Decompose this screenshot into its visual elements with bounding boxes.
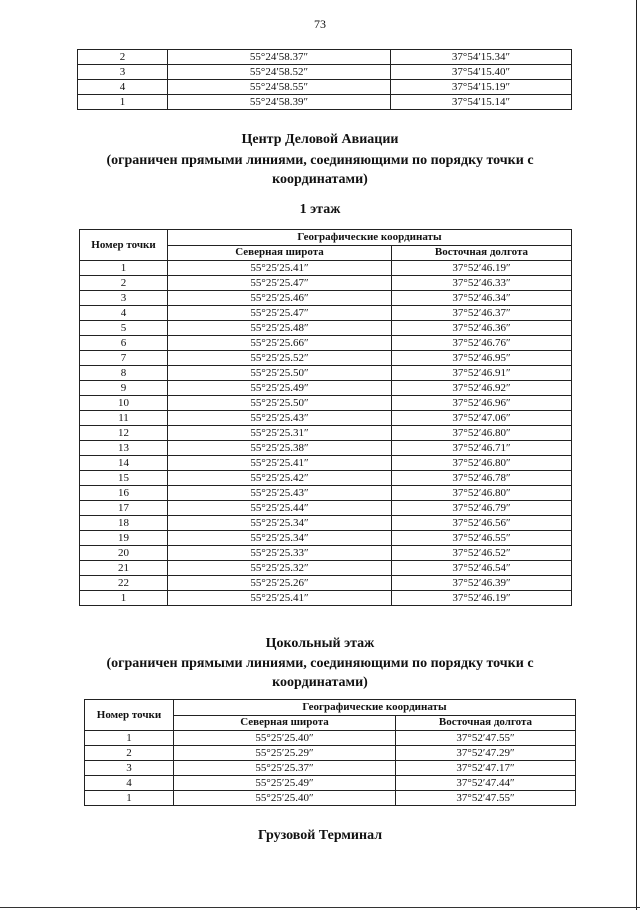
latitude-cell: 55°25′25.33″	[168, 546, 392, 561]
longitude-cell: 37°52′46.91″	[392, 366, 572, 381]
basement-header-geo-coordinates: Географические координаты	[174, 700, 576, 716]
table-row	[80, 591, 572, 606]
point-number-cell: 4	[80, 306, 168, 321]
table-row	[78, 80, 572, 95]
point-number-cell: 18	[80, 516, 168, 531]
latitude-cell: 55°24′58.55″	[168, 80, 391, 95]
table-row	[80, 456, 572, 471]
scan-edge-bottom	[0, 907, 640, 908]
point-number-cell: 10	[80, 396, 168, 411]
longitude-cell: 37°52′46.71″	[392, 441, 572, 456]
latitude-cell: 55°25′25.44″	[168, 501, 392, 516]
basement-table-body	[85, 731, 576, 806]
point-number-cell: 3	[78, 65, 168, 80]
floor-heading: 1 этаж	[299, 202, 341, 217]
basement-header-east-longitude: Восточная долгота	[396, 715, 576, 731]
table-row	[80, 291, 572, 306]
point-number-cell: 7	[80, 351, 168, 366]
table-row	[85, 746, 576, 761]
longitude-cell: 37°52′47.55″	[396, 791, 576, 806]
longitude-cell: 37°52′46.19″	[392, 591, 572, 606]
latitude-cell: 55°25′25.38″	[168, 441, 392, 456]
longitude-cell: 37°52′46.96″	[392, 396, 572, 411]
section-title-basement: Цокольный этаж	[265, 636, 375, 651]
point-number-cell: 17	[80, 501, 168, 516]
longitude-cell: 37°52′46.56″	[392, 516, 572, 531]
top-table-body	[78, 50, 572, 110]
point-number-cell: 2	[80, 276, 168, 291]
latitude-cell: 55°24′58.52″	[168, 65, 391, 80]
longitude-cell: 37°54′15.19″	[391, 80, 572, 95]
latitude-cell: 55°25′25.52″	[168, 351, 392, 366]
point-number-cell: 4	[78, 80, 168, 95]
latitude-cell: 55°25′25.40″	[174, 731, 396, 746]
latitude-cell: 55°25′25.66″	[168, 336, 392, 351]
table-row	[78, 95, 572, 110]
table-row	[80, 276, 572, 291]
latitude-cell: 55°25′25.50″	[168, 366, 392, 381]
section-title-business-aviation: Центр Деловой Авиации	[241, 132, 399, 147]
latitude-cell: 55°25′25.29″	[174, 746, 396, 761]
point-number-cell: 22	[80, 576, 168, 591]
point-number-cell: 1	[85, 731, 174, 746]
header-point-number: Номер точки	[80, 230, 168, 261]
point-number-cell: 11	[80, 411, 168, 426]
table-row	[80, 561, 572, 576]
longitude-cell: 37°54′15.40″	[391, 65, 572, 80]
longitude-cell: 37°52′46.19″	[392, 261, 572, 276]
longitude-cell: 37°52′46.95″	[392, 351, 572, 366]
section-subtitle-line1: (ограничен прямыми линиями, соединяющими по порядку точки с	[106, 153, 534, 168]
floor1-table-body	[80, 261, 572, 606]
longitude-cell: 37°52′47.55″	[396, 731, 576, 746]
point-number-cell: 12	[80, 426, 168, 441]
table-row	[80, 411, 572, 426]
table-row	[80, 576, 572, 591]
point-number-cell: 15	[80, 471, 168, 486]
latitude-cell: 55°25′25.50″	[168, 396, 392, 411]
longitude-cell: 37°52′47.44″	[396, 776, 576, 791]
header-north-latitude: Северная широта	[168, 245, 392, 261]
point-number-cell: 19	[80, 531, 168, 546]
point-number-cell: 2	[78, 50, 168, 65]
table-row	[78, 65, 572, 80]
point-number-cell: 16	[80, 486, 168, 501]
table-row	[80, 426, 572, 441]
table-row	[80, 396, 572, 411]
table-row	[80, 516, 572, 531]
table-row	[80, 351, 572, 366]
point-number-cell: 6	[80, 336, 168, 351]
table-row	[80, 261, 572, 276]
basement-subtitle-line2: координатами)	[272, 675, 368, 690]
point-number-cell: 2	[85, 746, 174, 761]
longitude-cell: 37°52′46.36″	[392, 321, 572, 336]
point-number-cell: 1	[85, 791, 174, 806]
latitude-cell: 55°25′25.46″	[168, 291, 392, 306]
table-row	[80, 366, 572, 381]
basement-subtitle-line1: (ограничен прямыми линиями, соединяющими по порядку точки с	[106, 656, 534, 671]
longitude-cell: 37°52′46.78″	[392, 471, 572, 486]
table-row	[80, 381, 572, 396]
latitude-cell: 55°24′58.39″	[168, 95, 391, 110]
table-row	[80, 336, 572, 351]
point-number-cell: 13	[80, 441, 168, 456]
point-number-cell: 21	[80, 561, 168, 576]
latitude-cell: 55°25′25.34″	[168, 516, 392, 531]
table-row	[80, 441, 572, 456]
table-row	[80, 306, 572, 321]
longitude-cell: 37°54′15.34″	[391, 50, 572, 65]
table-row	[80, 486, 572, 501]
table-row	[80, 531, 572, 546]
section-subtitle-line2: координатами)	[272, 172, 368, 187]
latitude-cell: 55°25′25.49″	[168, 381, 392, 396]
latitude-cell: 55°25′25.48″	[168, 321, 392, 336]
latitude-cell: 55°25′25.41″	[168, 591, 392, 606]
latitude-cell: 55°25′25.41″	[168, 261, 392, 276]
latitude-cell: 55°25′25.43″	[168, 486, 392, 501]
longitude-cell: 37°52′46.54″	[392, 561, 572, 576]
latitude-cell: 55°24′58.37″	[168, 50, 391, 65]
point-number-cell: 4	[85, 776, 174, 791]
longitude-cell: 37°52′46.76″	[392, 336, 572, 351]
latitude-cell: 55°25′25.31″	[168, 426, 392, 441]
longitude-cell: 37°52′46.92″	[392, 381, 572, 396]
point-number-cell: 1	[78, 95, 168, 110]
longitude-cell: 37°52′46.52″	[392, 546, 572, 561]
longitude-cell: 37°52′46.80″	[392, 456, 572, 471]
latitude-cell: 55°25′25.40″	[174, 791, 396, 806]
longitude-cell: 37°52′46.34″	[392, 291, 572, 306]
latitude-cell: 55°25′25.42″	[168, 471, 392, 486]
table-row	[85, 776, 576, 791]
point-number-cell: 5	[80, 321, 168, 336]
longitude-cell: 37°52′46.79″	[392, 501, 572, 516]
header-east-longitude: Восточная долгота	[392, 245, 572, 261]
longitude-cell: 37°54′15.14″	[391, 95, 572, 110]
header-geo-coordinates: Географические координаты	[168, 230, 572, 246]
longitude-cell: 37°52′46.33″	[392, 276, 572, 291]
longitude-cell: 37°52′47.17″	[396, 761, 576, 776]
basement-coordinates-table	[84, 699, 576, 806]
table-row	[78, 50, 572, 65]
longitude-cell: 37°52′47.29″	[396, 746, 576, 761]
point-number-cell: 3	[80, 291, 168, 306]
point-number-cell: 14	[80, 456, 168, 471]
page-number: 73	[314, 17, 326, 31]
longitude-cell: 37°52′46.55″	[392, 531, 572, 546]
longitude-cell: 37°52′46.39″	[392, 576, 572, 591]
latitude-cell: 55°25′25.43″	[168, 411, 392, 426]
table-row	[80, 546, 572, 561]
point-number-cell: 1	[80, 591, 168, 606]
point-number-cell: 3	[85, 761, 174, 776]
table-row	[85, 731, 576, 746]
latitude-cell: 55°25′25.37″	[174, 761, 396, 776]
section-title-cargo-terminal: Грузовой Терминал	[257, 828, 383, 843]
latitude-cell: 55°25′25.49″	[174, 776, 396, 791]
table-row	[80, 501, 572, 516]
longitude-cell: 37°52′47.06″	[392, 411, 572, 426]
table-row	[85, 761, 576, 776]
longitude-cell: 37°52′46.80″	[392, 486, 572, 501]
table-row	[80, 321, 572, 336]
latitude-cell: 55°25′25.34″	[168, 531, 392, 546]
longitude-cell: 37°52′46.80″	[392, 426, 572, 441]
latitude-cell: 55°25′25.47″	[168, 276, 392, 291]
latitude-cell: 55°25′25.47″	[168, 306, 392, 321]
top-coordinates-table	[77, 49, 572, 110]
table-row	[80, 471, 572, 486]
point-number-cell: 8	[80, 366, 168, 381]
latitude-cell: 55°25′25.26″	[168, 576, 392, 591]
floor1-coordinates-table	[79, 229, 572, 606]
point-number-cell: 20	[80, 546, 168, 561]
longitude-cell: 37°52′46.37″	[392, 306, 572, 321]
latitude-cell: 55°25′25.32″	[168, 561, 392, 576]
table-row	[85, 791, 576, 806]
basement-header-point-number: Номер точки	[85, 700, 174, 731]
basement-header-north-latitude: Северная широта	[174, 715, 396, 731]
point-number-cell: 9	[80, 381, 168, 396]
latitude-cell: 55°25′25.41″	[168, 456, 392, 471]
point-number-cell: 1	[80, 261, 168, 276]
